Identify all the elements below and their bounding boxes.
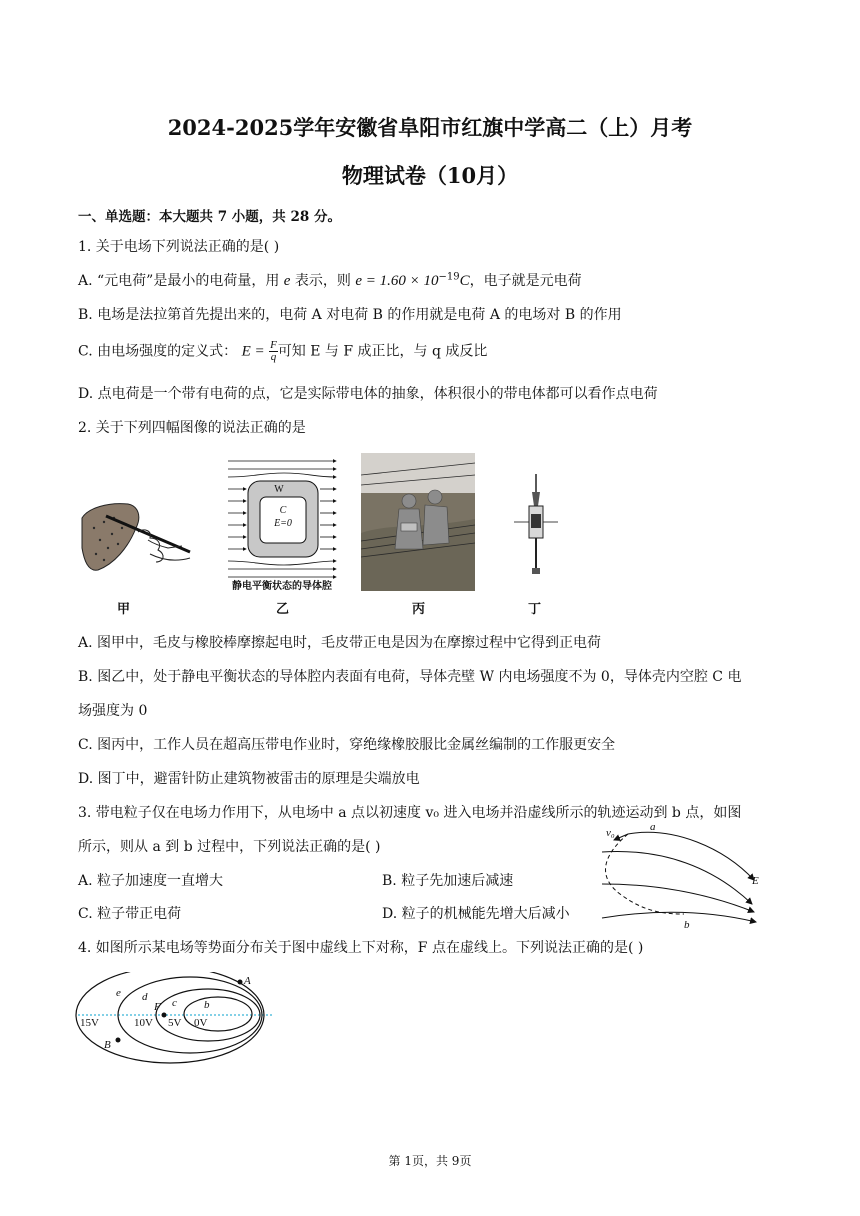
fig-yi-caption: 静电平衡状态的导体腔: [232, 581, 332, 592]
paper-title: 2024-2025学年安徽省阜阳市红旗中学高二（上）月考: [167, 115, 693, 140]
q1-a-post: ，电子就是元电荷: [469, 273, 582, 289]
q4-volt-15: 15V: [80, 1017, 99, 1029]
section-heading: 一、单选题：本大题共 7 小题，共 28 分。: [78, 209, 341, 225]
q2-option-b-line1: B. 图乙中，处于静电平衡状态的导体腔内表面有电荷，导体壳壁 W 内电场强度不为 0，导体壳内空腔 C 电: [78, 669, 742, 685]
q3-stem-line2: 所示，则从 a 到 b 过程中，下列说法正确的是( ): [78, 839, 381, 855]
q3-option-a: A. 粒子加速度一直增大: [78, 873, 224, 889]
fig-yi-conductor-cavity: [224, 455, 342, 595]
q4-volt-10: 10V: [134, 1017, 153, 1029]
q1-a-pre: A. “元电荷”是最小的电荷量，用: [78, 273, 280, 289]
q1-option-d: D. 点电荷是一个带有电荷的点，它是实际带电体的抽象，体积很小的带电体都可以看作点电荷: [78, 386, 658, 402]
fig-label-bing: 丙: [412, 602, 426, 617]
q2-stem: 2. 关于下列四幅图像的说法正确的是: [78, 420, 306, 436]
q3-v0-label: v₀: [606, 827, 615, 839]
q1-c-post: 可知 E 与 F 成正比，与 q 成反比: [277, 343, 488, 360]
q1-c-den: q: [270, 351, 277, 363]
q3-b-label: b: [684, 919, 690, 930]
q1-a-eq: e = 1.60 × 10: [355, 273, 439, 289]
q4-equipotential-figure: [72, 972, 282, 1072]
q4-point-b-label: B: [104, 1039, 111, 1051]
q1-a-exp: −19: [438, 271, 460, 283]
q1-option-c: [78, 340, 487, 363]
q4-volt-0: 0V: [194, 1017, 208, 1029]
q4-curve-b-label: b: [204, 999, 210, 1011]
q4-point-f-label: F: [154, 1001, 161, 1013]
q1-c-lhs: E =: [241, 343, 265, 360]
q3-field-trajectory-figure: [594, 818, 774, 930]
q1-a-e: e: [283, 273, 291, 289]
q1-option-b: B. 电场是法拉第首先提出来的，电荷 A 对电荷 B 的作用就是电荷 A 的电场对 B 的作用: [78, 307, 622, 323]
q4-stem: 4. 如图所示某电场等势面分布关于图中虚线上下对称，F 点在虚线上。下列说法正确的是( ): [78, 940, 644, 956]
q1-a-mid: 表示，则: [294, 273, 351, 289]
q3-option-c: C. 粒子带正电荷: [78, 906, 182, 922]
q3-option-d: D. 粒子的机械能先增大后减小: [382, 906, 570, 922]
q2-option-c: C. 图丙中，工作人员在超高压带电作业时，穿绝缘橡胶服比金属丝编制的工作服更安全: [78, 737, 616, 753]
q4-volt-5: 5V: [168, 1017, 182, 1029]
q1-a-unit: C: [459, 273, 470, 289]
q4-curve-d-label: d: [142, 991, 148, 1003]
fig-label-ding: 丁: [528, 602, 542, 617]
fig-yi-e-label: E=0: [274, 518, 292, 529]
q2-option-d: D. 图丁中，避雷针防止建筑物被雷击的原理是尖端放电: [78, 771, 420, 787]
q1-c-fraction: [269, 340, 278, 363]
fig-ding-lightning-rod: [506, 472, 566, 578]
q3-stem-line1: 3. 带电粒子仅在电场力作用下，从电场中 a 点以初速度 v₀ 进入电场并沿虚线所示的轨迹运动到 b 点，如图: [78, 805, 742, 821]
q1-stem: 1. 关于电场下列说法正确的是( ): [78, 239, 280, 255]
q4-curve-e-label: e: [116, 987, 121, 999]
q4-point-a-label: A: [244, 975, 251, 987]
q1-option-a: [78, 270, 582, 290]
paper-subtitle: 物理试卷（10月）: [341, 163, 519, 188]
fig-yi-c-label: C: [279, 505, 287, 516]
fig-label-yi: 乙: [276, 602, 290, 617]
q2-option-a: A. 图甲中，毛皮与橡胶棒摩擦起电时，毛皮带正电是因为在摩擦过程中它得到正电荷: [78, 635, 602, 651]
q3-e-label: E: [752, 875, 759, 887]
page-number: 第 1页，共 9页: [388, 1154, 472, 1168]
q3-option-b: B. 粒子先加速后减速: [382, 873, 514, 889]
q3-a-label: a: [650, 821, 656, 833]
fig-yi-w-label: W: [274, 484, 284, 495]
q1-c-num: F: [270, 339, 277, 351]
q4-curve-c-label: c: [172, 997, 177, 1009]
q2-option-b-line2: 场强度为 0: [78, 703, 148, 719]
fig-bing-workers-photo: [361, 453, 475, 591]
q1-c-pre: C. 由电场强度的定义式：: [78, 343, 238, 360]
fig-jia-rubbing-illustration: [78, 488, 198, 576]
fig-label-jia: 甲: [117, 602, 131, 617]
